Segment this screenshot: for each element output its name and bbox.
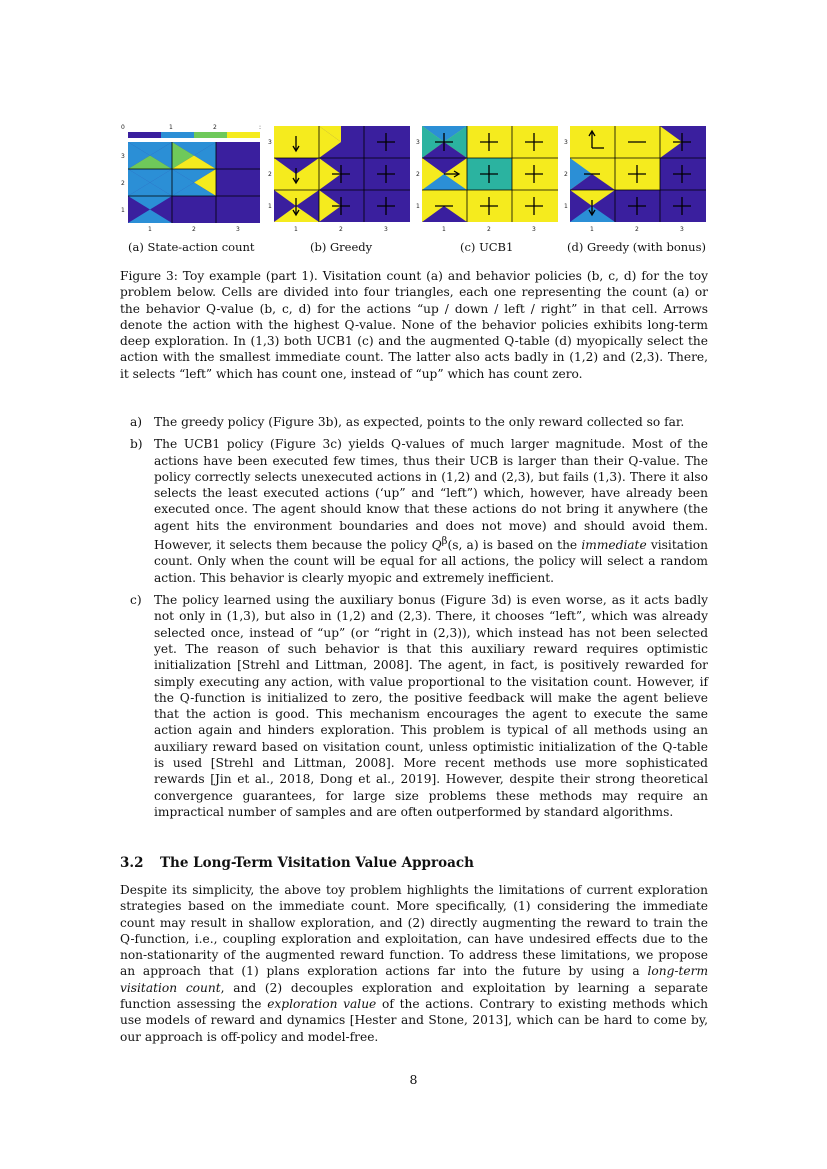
- subcaption-b: (b) Greedy: [310, 240, 373, 254]
- x-tick: 2: [635, 226, 639, 233]
- greedy-grid: [274, 126, 410, 222]
- y-tick: 3: [268, 139, 272, 146]
- ucb1-grid: [422, 126, 558, 222]
- list-text: visitation count. Only when the count will be equal for all actions, the policy will select a random action. This behavior is clearly myopic and extremely inefficient.: [154, 538, 708, 585]
- formula-superscript: β: [441, 536, 448, 548]
- figure-panel-b: [266, 118, 412, 234]
- colorbar-tick: 2: [213, 124, 217, 131]
- paragraph-text: Despite its simplicity, the above toy problem highlights the limitations of current exploration strategies based on the immediate count. More specifically, (1) considering the immediate count may result in shallow exploration, and (2) directly augmenting the reward to train the Q-function, i.e., coupling exploration and exploitation, can have undesired effects due to the non-stationarity of the augmented reward function. To address these limitations, we propose an approach that (1) plans exploration actions far into the future by using a: [120, 883, 708, 979]
- x-tick: 2: [487, 226, 491, 233]
- analysis-list: [120, 414, 708, 826]
- emphasis: long-term visitation count: [120, 964, 708, 995]
- figure-panel-a: [118, 118, 264, 234]
- y-tick: 2: [268, 171, 272, 178]
- colorbar-tick: 0: [121, 124, 125, 131]
- section-heading: [120, 855, 474, 871]
- bonus-grid: [570, 126, 706, 222]
- list-item: [120, 436, 708, 586]
- page-number: 8: [409, 1072, 418, 1087]
- list-marker: c): [130, 593, 142, 608]
- x-tick: 2: [192, 226, 196, 233]
- y-tick: 2: [564, 171, 568, 178]
- y-tick: 1: [121, 207, 125, 214]
- x-tick: 1: [148, 226, 152, 233]
- emphasis: immediate: [581, 538, 647, 553]
- y-tick: 3: [564, 139, 568, 146]
- subcaption-c: (c) UCB1: [460, 240, 514, 254]
- formula: Q: [431, 538, 442, 553]
- colorbar-tick: 1: [169, 124, 173, 131]
- x-tick: 3: [236, 226, 240, 233]
- list-text: The policy learned using the auxiliary bonus (Figure 3d) is even worse, as it acts badly not only in (1,3), but also in (1,2) and (2,3). There, it chooses “left”, which was already selected once, instead of “up” (or “right in (2,3)), which instead has not been selected yet. The reason of such behavior is that this auxiliary reward requires optimistic initialization [Strehl and Littman, 2008]. The agent, in fact, is positively rewarded for simply executing any action, with value proportional to the visitation count. However, if the Q-function is initialized to zero, the positive feedback will make the agent believe that the action is good. This mechanism encourages the agent to execute the same action again and hinders exploration. This problem is typical of all methods using an auxiliary reward based on visitation count, unless optimistic initialization of the Q-table is used [Strehl and Littman, 2008]. More recent methods use more sophisticated rewards [Jin et al., 2018, Dong et al., 2019]. However, despite their strong theoretical convergence guarantees, for large size problems these methods may require an impractical number of samples and are often outperformed by standard algorithms.: [154, 593, 708, 819]
- section-number: 3.2: [120, 855, 144, 871]
- list-marker: a): [130, 415, 143, 429]
- subcaption-d: (d) Greedy (with bonus): [567, 240, 706, 254]
- y-tick: 1: [268, 203, 272, 210]
- y-tick: 2: [416, 171, 420, 178]
- y-tick: 1: [416, 203, 420, 210]
- figure-caption: Figure 3: Toy example (part 1). Visitation count (a) and behavior policies (b, c, d) for the toy problem below. Cells are divided into four triangles, each one representing the count (a) or the behavior Q-value (b, c, d) for the actions “up / down / left / right” in that cell. Arrows denote the action with the highest Q-value. None of the behavior policies exhibits long-term deep exploration. In (1,3) both UCB1 (c) and the augmented Q-table (d) myopically select the action with the smallest immediate count. The latter also acts badly in (1,2) and (2,3). There, it selects “left” which has count one, instead of “up” which has count zero.: [120, 269, 708, 381]
- subcaption-a: (a) State-action count: [128, 240, 255, 254]
- list-item: [120, 592, 708, 820]
- figure-panel-d: [562, 118, 708, 234]
- x-tick: 1: [590, 226, 594, 233]
- list-marker: b): [130, 437, 143, 452]
- section-title: The Long-Term Visitation Value Approach: [160, 855, 474, 871]
- y-tick: 2: [121, 180, 125, 187]
- x-tick: 1: [294, 226, 298, 233]
- list-item: [120, 414, 708, 430]
- formula-args: (s, a): [447, 538, 479, 553]
- x-tick: 3: [532, 226, 536, 233]
- list-text: The UCB1 policy (Figure 3c) yields Q-values of much larger magnitude. Most of the actions have been executed few times, thus their UCB is larger than their Q-value. The policy correctly selects unexecuted actions in (1,2) and (2,3), but fails (1,3). There it also selects the least executed actions (‘up” and “left”) which, however, have already been executed once. The agent should know that these actions do not bring it anywhere (the agent hits the environment boundaries and does not move) and should avoid them. However, it selects them because the policy: [154, 437, 708, 553]
- count-grid: [128, 142, 260, 223]
- figure-panel-c: [414, 118, 560, 234]
- y-tick: 3: [121, 153, 125, 160]
- emphasis: exploration value: [267, 997, 377, 1012]
- x-tick: 3: [384, 226, 388, 233]
- x-tick: 2: [339, 226, 343, 233]
- y-tick: 3: [416, 139, 420, 146]
- y-tick: 1: [564, 203, 568, 210]
- paragraph-text: of the actions. Contrary to existing methods which use models of reward and dynamics [Hester and Stone, 2013], which can be hard to come by, our approach is off-policy and model-free.: [120, 997, 708, 1044]
- colorbar: [121, 124, 261, 138]
- list-text: is based on the: [478, 538, 582, 553]
- colorbar-tick: :: [259, 124, 262, 131]
- section-paragraph: [120, 882, 708, 1045]
- list-text: The greedy policy (Figure 3b), as expected, points to the only reward collected so far.: [154, 415, 685, 429]
- x-tick: 1: [442, 226, 446, 233]
- x-tick: 3: [680, 226, 684, 233]
- paragraph-text: , and (2) decouples exploration and exploitation by learning a separate function assessing the: [120, 980, 709, 1012]
